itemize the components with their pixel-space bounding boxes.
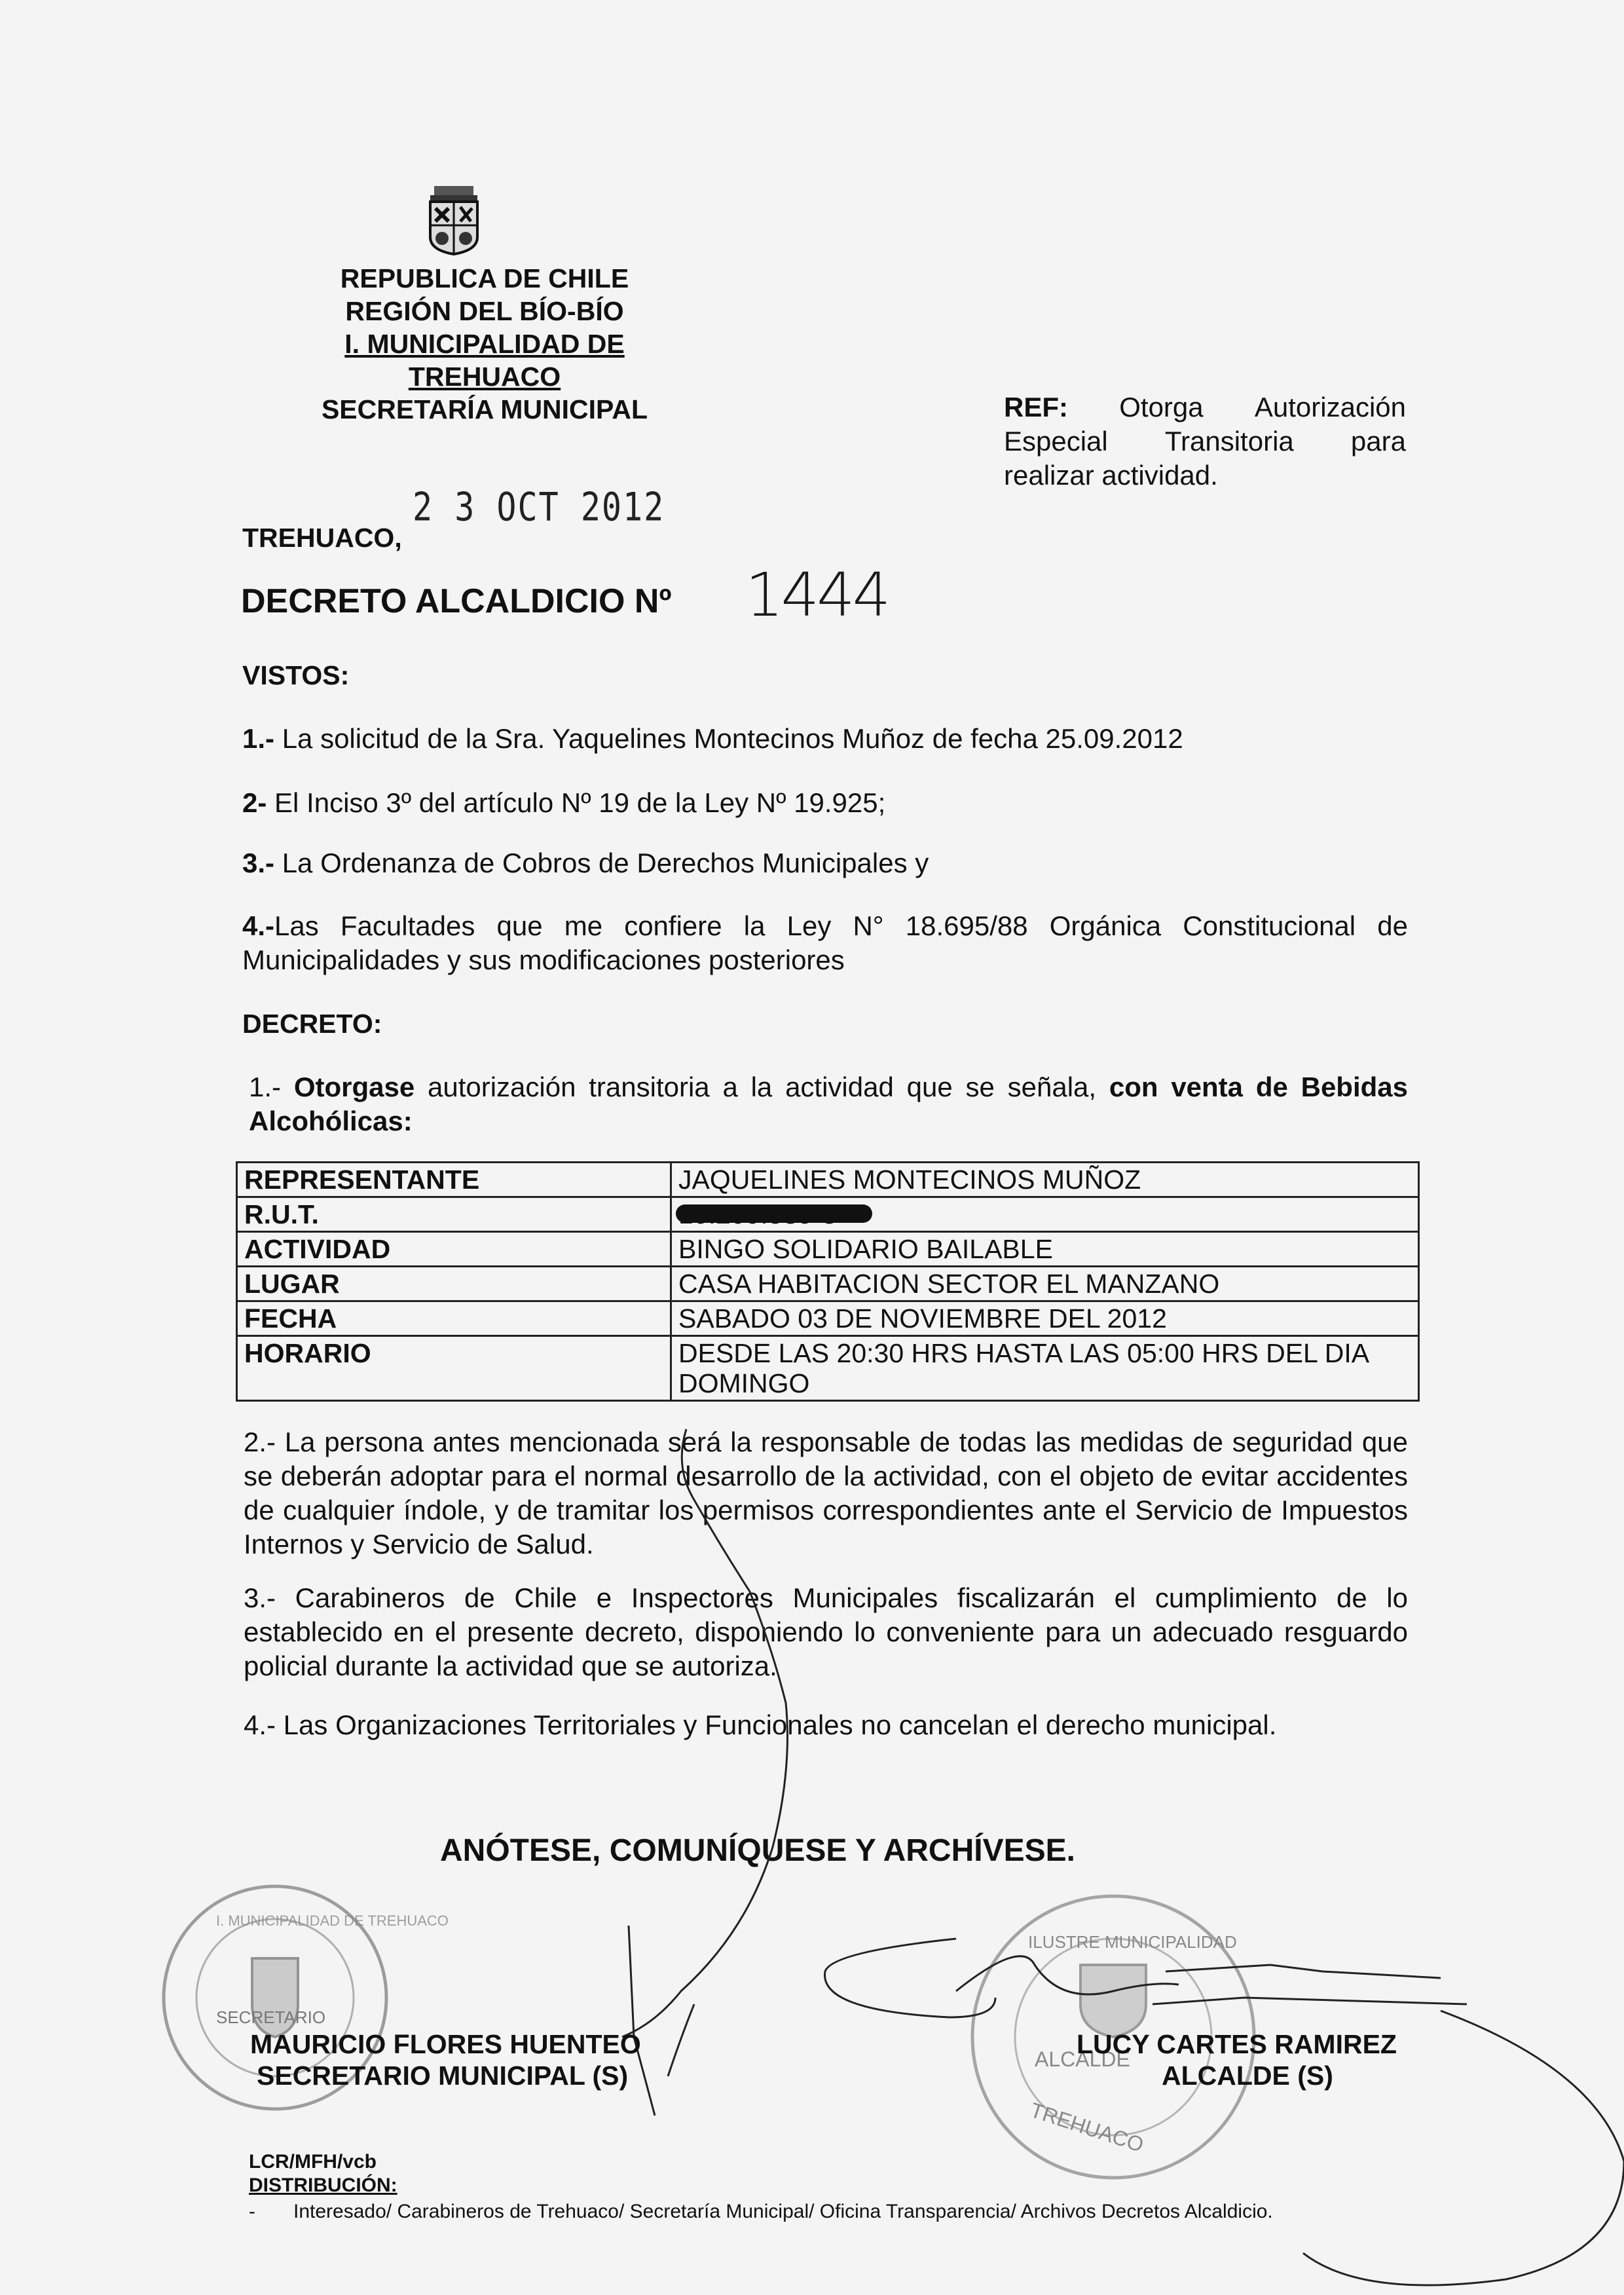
ref-label: REF: bbox=[1004, 392, 1068, 422]
secretary-name: MAURICIO FLORES HUENTEO bbox=[250, 2029, 641, 2059]
table-value: SABADO 03 DE NOVIEMBRE DEL 2012 bbox=[671, 1301, 1419, 1336]
ref-word: Transitoria bbox=[1164, 426, 1294, 457]
paragraph-bold: Otorgase bbox=[293, 1072, 415, 1102]
date-stamp: 2 3 OCT 2012 bbox=[413, 484, 665, 530]
header-secretariat: SECRETARÍA MUNICIPAL bbox=[321, 394, 648, 424]
distribution-text: Interesado/ Carabineros de Trehuaco/ Secretaría Municipal/ Oficina Transparencia/ Archivos Decretos Alcaldicio. bbox=[293, 2201, 1273, 2222]
decreto-heading: DECRETO: bbox=[242, 1009, 382, 1039]
paragraph-text: autorización transitoria a la actividad que se señala, bbox=[428, 1072, 1097, 1102]
decreto-paragraph-2: 2.- La persona antes mencionada será la responsable de todas las medidas de seguridad que se deberán adoptar para el normal desarrollo de la actividad, con el objeto de evitar accidentes de cualquier índole, y de tramitar los permisos correspondientes ante el Servicio de Impuestos Internos y Servicio de Salud. bbox=[244, 1427, 1408, 1559]
table-label: R.U.T. bbox=[237, 1197, 671, 1232]
table-label: REPRESENTANTE bbox=[237, 1163, 671, 1197]
distribution-bullet: - bbox=[249, 2201, 255, 2222]
table-label: ACTIVIDAD bbox=[237, 1232, 671, 1267]
closing-formula: ANÓTESE, COMUNÍQUESE Y ARCHÍVESE. bbox=[440, 1833, 1075, 1868]
visto-num: 2- bbox=[242, 787, 267, 818]
table-value: BINGO SOLIDARIO BAILABLE bbox=[671, 1232, 1419, 1267]
table-value: DESDE LAS 20:30 HRS HASTA LAS 05:00 HRS DEL DIA DOMINGO bbox=[671, 1336, 1419, 1401]
left-stamp-label: SECRETARIO bbox=[216, 2007, 326, 2027]
vistos-heading: VISTOS: bbox=[242, 660, 350, 690]
right-stamp-city: TREHUACO bbox=[1027, 2098, 1147, 2157]
distribution-line bbox=[249, 2201, 1273, 2223]
initials: LCR/MFH/vcb bbox=[249, 2151, 377, 2173]
decree-title: DECRETO ALCALDICIO Nº bbox=[241, 582, 672, 620]
decreto-paragraph-4: 4.- Las Organizaciones Territoriales y Funcionales no cancelan el derecho municipal. bbox=[244, 1709, 1277, 1740]
visto-text: El Inciso 3º del artículo Nº 19 de la Ley Nº 19.925; bbox=[274, 787, 886, 818]
visto-text: La Ordenanza de Cobros de Derechos Municipales y bbox=[282, 848, 929, 878]
ref-word: para bbox=[1350, 426, 1406, 457]
visto-num: 4.- bbox=[242, 910, 275, 941]
decreto-paragraph-3: 3.- Carabineros de Chile e Inspectores Municipales fiscalizarán el cumplimiento de lo establecido en el presente decreto, disponiendo lo conveniente para un adecuado resguardo policial durante la actividad que se autoriza. bbox=[244, 1582, 1408, 1681]
place-label: TREHUACO, bbox=[242, 523, 402, 553]
paragraph-num: 1.- bbox=[249, 1072, 282, 1102]
visto-text: La solicitud de la Sra. Yaquelines Montecinos Muñoz de fecha 25.09.2012 bbox=[282, 723, 1183, 754]
right-stamp-text: ILUSTRE MUNICIPALIDAD bbox=[1028, 1932, 1237, 1952]
mayor-signature bbox=[825, 1939, 1624, 2285]
table-value: JAQUELINES MONTECINOS MUÑOZ bbox=[671, 1163, 1419, 1197]
visto-num: 3.- bbox=[242, 848, 275, 878]
decree-number: 1444 bbox=[745, 560, 889, 630]
header-region: REGIÓN DEL BÍO-BÍO bbox=[345, 296, 624, 326]
ref-line3: realizar actividad. bbox=[1004, 460, 1218, 491]
distribution-label: DISTRIBUCIÓN: bbox=[249, 2174, 397, 2196]
ref-word: Autorización bbox=[1254, 392, 1406, 422]
table-value: CASA HABITACION SECTOR EL MANZANO bbox=[671, 1267, 1419, 1301]
ref-word: Otorga bbox=[1119, 392, 1204, 422]
secretary-signature bbox=[622, 1429, 788, 2116]
left-stamp-text: I. MUNICIPALIDAD DE TREHUACO bbox=[216, 1912, 449, 1929]
mayor-name: LUCY CARTES RAMIREZ bbox=[1077, 2029, 1397, 2059]
paragraph-bold: con venta de Bebidas Alcohólicas: bbox=[249, 1072, 1409, 1136]
secretary-title: SECRETARIO MUNICIPAL (S) bbox=[257, 2061, 629, 2091]
header-country: REPUBLICA DE CHILE bbox=[340, 263, 629, 293]
visto-text: Las Facultades que me confiere la Ley N° 18.695/88 Orgánica Constitucional de Municipalidades y sus modificaciones posteriores bbox=[242, 910, 1408, 975]
table-label: FECHA bbox=[237, 1301, 671, 1336]
ref-word: Especial bbox=[1004, 426, 1108, 457]
visto-num: 1.- bbox=[242, 723, 275, 754]
table-label: HORARIO bbox=[237, 1336, 671, 1401]
header-municipality: I. MUNICIPALIDAD DE TREHUACO bbox=[344, 329, 625, 392]
mayor-title: ALCALDE (S) bbox=[1162, 2061, 1333, 2091]
right-stamp-label: ALCALDE bbox=[1035, 2047, 1130, 2071]
table-label: LUGAR bbox=[237, 1267, 671, 1301]
